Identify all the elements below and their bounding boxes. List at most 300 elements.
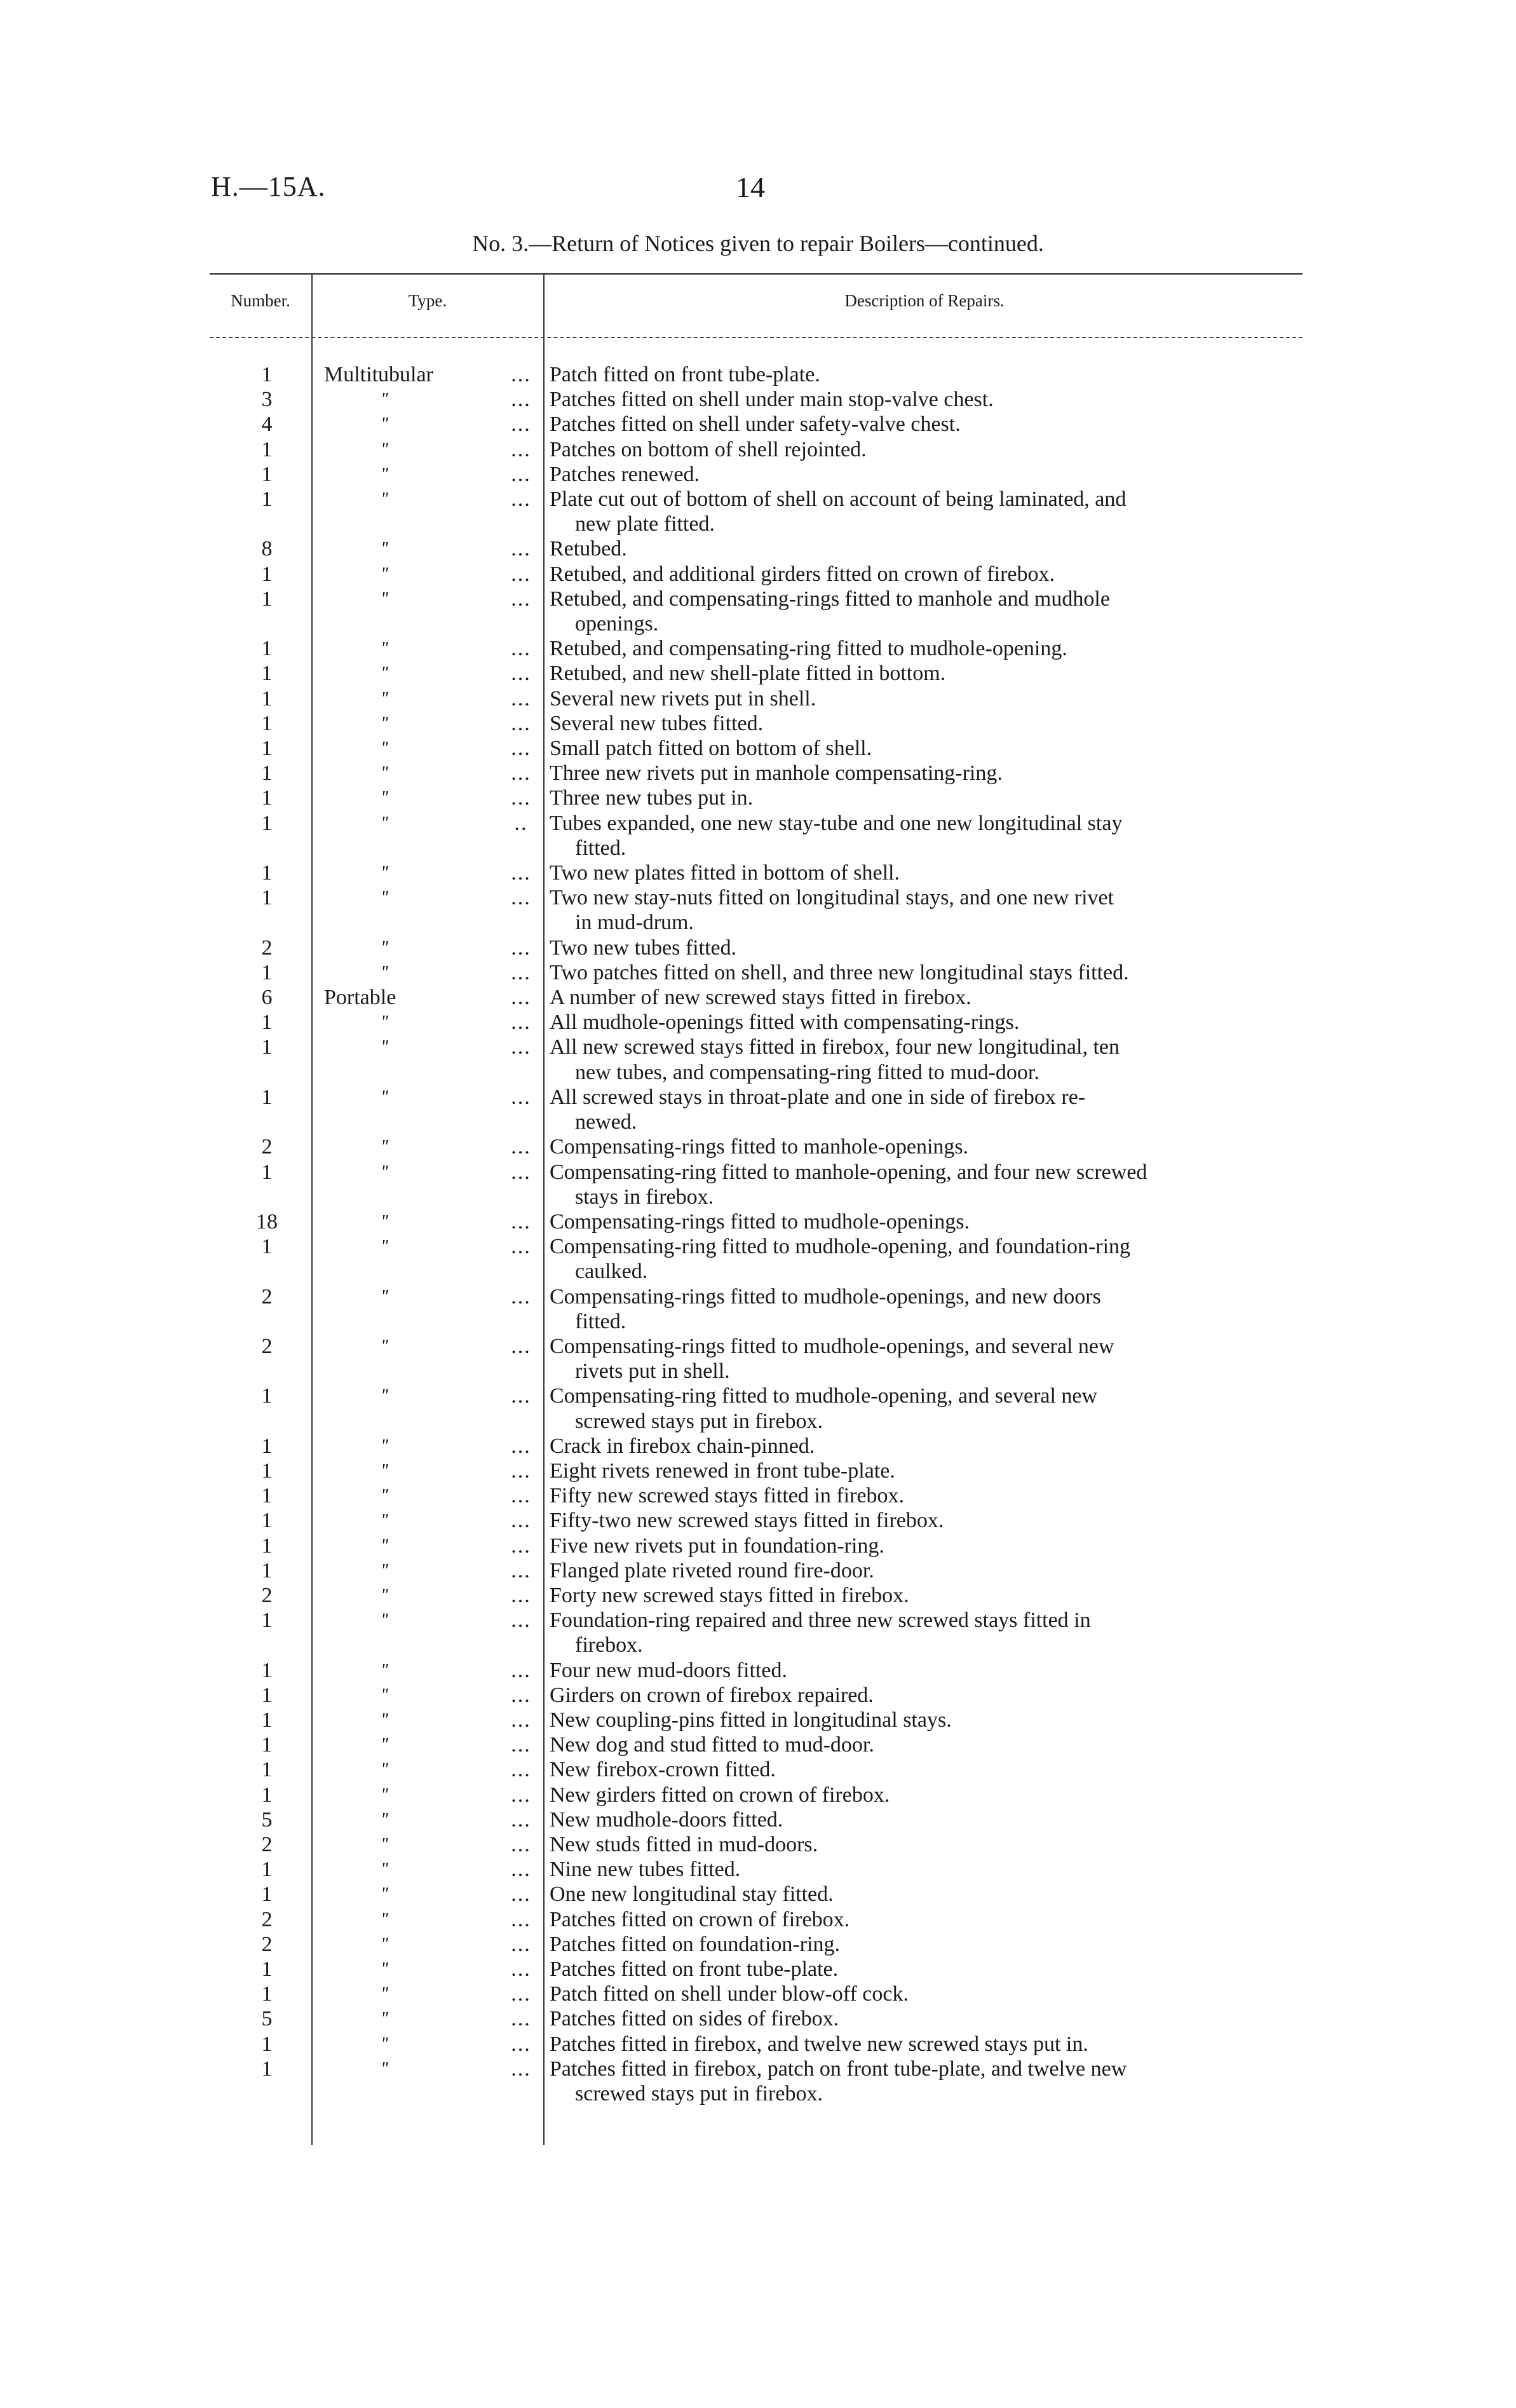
row-number: 1 — [261, 1858, 273, 1882]
row-description — [550, 711, 1303, 736]
row-description-line: Patches fitted on front tube-plate. — [550, 1957, 839, 1981]
table-row — [210, 437, 1303, 462]
row-description-continuation: newed. — [575, 1110, 637, 1134]
row-description-line: Patches fitted on shell under main stop-valve chest. — [550, 388, 994, 412]
row-description — [550, 686, 1303, 711]
table-row — [210, 2006, 1303, 2031]
row-type: " — [381, 2009, 388, 2029]
row-description — [550, 487, 1303, 536]
row-type: " — [381, 1535, 388, 1556]
column-header-number: Number. — [231, 291, 290, 310]
row-description-line: New coupling-pins fitted in longitudinal stays. — [550, 1708, 952, 1732]
row-type: Portable — [324, 986, 396, 1010]
row-number: 1 — [261, 1658, 273, 1682]
row-number: 1 — [261, 1459, 273, 1483]
table-row — [210, 985, 1303, 1010]
table-row — [210, 1907, 1303, 1932]
row-leader-dots: ... — [511, 935, 531, 960]
table-row — [210, 1732, 1303, 1757]
row-description-line: Several new rivets put in shell. — [550, 686, 816, 711]
table-row — [210, 1982, 1303, 2006]
row-leader-dots: ... — [511, 1484, 531, 1508]
row-type: " — [381, 1610, 388, 1631]
row-description-line: Eight rivets renewed in front tube-plate. — [550, 1459, 895, 1483]
row-type: " — [381, 1809, 388, 1830]
row-number: 1 — [261, 1235, 273, 1259]
row-description-continuation: firebox. — [575, 1633, 643, 1657]
row-leader-dots: ... — [511, 1509, 531, 1533]
table-row — [210, 1010, 1303, 1035]
row-type: " — [381, 1834, 388, 1854]
row-description-continuation: screwed stays put in firebox. — [575, 1409, 823, 1433]
row-leader-dots: ... — [511, 1733, 531, 1757]
row-description-line: Patches renewed. — [550, 462, 700, 486]
row-description — [550, 935, 1303, 960]
row-description — [550, 1658, 1303, 1683]
row-type: " — [381, 1710, 388, 1730]
row-description — [550, 1757, 1303, 1782]
row-number: 2 — [261, 1932, 273, 1956]
row-description-line: Patches fitted on sides of firebox. — [550, 2007, 839, 2031]
row-type: " — [381, 1286, 388, 1307]
row-leader-dots: ... — [511, 1384, 531, 1408]
table-row — [210, 562, 1303, 587]
table-row — [210, 1583, 1303, 1608]
row-leader-dots: ... — [511, 1708, 531, 1732]
row-description — [550, 462, 1303, 487]
row-description-line: Patches fitted on crown of firebox. — [550, 1907, 850, 1931]
row-description — [550, 1284, 1303, 1334]
table-row — [210, 661, 1303, 686]
table-title: No. 3.—Return of Notices given to repair Boilers—continued. — [472, 231, 1044, 256]
row-number: 1 — [261, 2032, 273, 2056]
row-type: " — [381, 639, 388, 659]
row-type: " — [381, 863, 388, 883]
row-leader-dots: ... — [511, 1907, 531, 1931]
row-description — [550, 1434, 1303, 1459]
row-description-continuation: openings. — [575, 612, 659, 636]
row-leader-dots: ... — [511, 412, 531, 437]
row-description — [550, 1134, 1303, 1159]
row-description — [550, 811, 1303, 860]
table-row — [210, 1757, 1303, 1782]
row-description — [550, 2057, 1303, 2106]
row-leader-dots: ... — [511, 1434, 531, 1458]
row-leader-dots: ... — [511, 1558, 531, 1582]
row-leader-dots: ... — [511, 761, 531, 786]
row-type: " — [381, 1560, 388, 1581]
row-description-line: Retubed, and additional girders fitted on crown of firebox. — [550, 562, 1055, 586]
row-description-line: Retubed. — [550, 537, 627, 561]
row-type: " — [381, 763, 388, 784]
column-header-description: Description of Repairs. — [844, 291, 1005, 310]
row-leader-dots: ... — [511, 462, 531, 486]
row-number: 1 — [261, 1558, 273, 1582]
row-type: " — [381, 1909, 388, 1929]
row-description — [550, 1459, 1303, 1483]
row-type: " — [381, 539, 388, 559]
table-row — [210, 1384, 1303, 1433]
row-leader-dots: ... — [511, 960, 531, 984]
table-top-rule — [210, 273, 1303, 275]
row-type: " — [381, 1685, 388, 1705]
table-row — [210, 2057, 1303, 2106]
row-number: 1 — [261, 711, 273, 735]
row-description-line: One new longitudinal stay fitted. — [550, 1882, 834, 1907]
row-leader-dots: ... — [511, 1583, 531, 1607]
column-header-type: Type. — [408, 291, 447, 310]
row-description — [550, 387, 1303, 412]
row-type: " — [381, 1585, 388, 1605]
row-type: " — [381, 439, 388, 459]
row-type: " — [381, 1436, 388, 1456]
row-type: " — [381, 788, 388, 808]
row-leader-dots: ... — [511, 437, 531, 461]
row-description-line: Several new tubes fitted. — [550, 711, 764, 735]
row-number: 1 — [261, 487, 273, 512]
row-type: " — [381, 414, 388, 435]
row-description — [550, 1957, 1303, 1982]
table-row — [210, 960, 1303, 985]
row-number: 1 — [261, 1783, 273, 1807]
row-type: Multitubular — [324, 363, 433, 386]
row-type: " — [381, 1037, 388, 1058]
row-description-line: Two new plates fitted in bottom of shell. — [550, 861, 900, 885]
row-description — [550, 1160, 1303, 1209]
table-row — [210, 1683, 1303, 1708]
row-leader-dots: ... — [511, 1932, 531, 1956]
row-description — [550, 362, 1303, 387]
row-number: 1 — [261, 861, 273, 885]
row-description-continuation: caulked. — [575, 1260, 648, 1284]
row-type: " — [381, 564, 388, 584]
row-type: " — [381, 688, 388, 709]
row-type: " — [381, 1785, 388, 1805]
row-description-line: Two patches fitted on shell, and three new longitudinal stays fitted. — [550, 960, 1129, 984]
row-number: 1 — [261, 1708, 273, 1732]
row-description — [550, 2032, 1303, 2057]
row-number: 1 — [261, 1434, 273, 1458]
table-row — [210, 636, 1303, 661]
row-number: 1 — [261, 1733, 273, 1757]
table-row — [210, 1857, 1303, 1882]
table-row — [210, 1334, 1303, 1384]
row-description-continuation: rivets put in shell. — [575, 1359, 730, 1384]
row-description — [550, 1334, 1303, 1384]
row-leader-dots: .. — [514, 811, 528, 835]
table-row — [210, 587, 1303, 636]
page-reference: H.—15A. — [211, 171, 326, 202]
row-description-continuation: in mud-drum. — [575, 911, 694, 935]
row-number: 1 — [261, 2057, 273, 2081]
row-leader-dots: ... — [511, 1858, 531, 1882]
table-row — [210, 536, 1303, 561]
table-row — [210, 711, 1303, 736]
row-description-line: Compensating-ring fitted to mudhole-opening, and several new — [550, 1384, 1098, 1408]
row-description — [550, 636, 1303, 661]
table-row — [210, 1508, 1303, 1533]
row-description — [550, 1732, 1303, 1757]
row-description-line: All mudhole-openings fitted with compensating-rings. — [550, 1010, 1020, 1035]
row-description-line: All screwed stays in throat-plate and one in side of firebox re- — [550, 1085, 1086, 1109]
table-row — [210, 1459, 1303, 1483]
row-leader-dots: ... — [511, 2057, 531, 2081]
row-type: " — [381, 888, 388, 908]
table-row — [210, 1932, 1303, 1957]
row-number: 1 — [261, 1085, 273, 1109]
row-number: 6 — [261, 986, 273, 1010]
row-leader-dots: ... — [511, 1160, 531, 1184]
row-leader-dots: ... — [511, 711, 531, 735]
row-number: 3 — [261, 388, 273, 412]
row-leader-dots: ... — [511, 1609, 531, 1633]
row-type: " — [381, 1735, 388, 1755]
row-number: 1 — [261, 587, 273, 611]
row-type: " — [381, 813, 388, 833]
row-description-continuation: new plate fitted. — [575, 512, 715, 536]
row-number: 1 — [261, 1035, 273, 1059]
row-number: 5 — [261, 1807, 273, 1832]
row-description — [550, 1608, 1303, 1657]
row-number: 18 — [256, 1209, 278, 1234]
row-type: " — [381, 1760, 388, 1780]
row-description-line: Patches fitted in firebox, and twelve new screwed stays put in. — [550, 2032, 1088, 2056]
row-type: " — [381, 2034, 388, 2054]
table-row — [210, 1284, 1303, 1334]
row-leader-dots: ... — [511, 1658, 531, 1682]
row-type: " — [381, 390, 388, 410]
row-leader-dots: ... — [511, 1957, 531, 1981]
row-number: 1 — [261, 1384, 273, 1408]
row-number: 2 — [261, 935, 273, 960]
table-row — [210, 1434, 1303, 1459]
row-description-line: Compensating-rings fitted to mudhole-openings, and several new — [550, 1334, 1114, 1358]
row-description — [550, 1857, 1303, 1882]
table-row — [210, 736, 1303, 761]
row-description — [550, 1708, 1303, 1732]
row-type: " — [381, 1137, 388, 1157]
table-row — [210, 2032, 1303, 2057]
row-description-line: Fifty-two new screwed stays fitted in firebox. — [550, 1509, 944, 1533]
row-number: 2 — [261, 1583, 273, 1607]
row-number: 2 — [261, 1284, 273, 1309]
table-row — [210, 1957, 1303, 1982]
row-description — [550, 1035, 1303, 1084]
row-description — [550, 736, 1303, 761]
row-leader-dots: ... — [511, 662, 531, 686]
row-description-continuation: screwed stays put in firebox. — [575, 2082, 823, 2106]
row-description-line: Fifty new screwed stays fitted in firebox. — [550, 1484, 905, 1508]
table-row — [210, 935, 1303, 960]
table-row — [210, 885, 1303, 935]
row-description-line: Patches fitted on foundation-ring. — [550, 1932, 841, 1956]
row-leader-dots: ... — [511, 1135, 531, 1159]
page-number: 14 — [736, 171, 765, 203]
table-row — [210, 1085, 1303, 1134]
row-type: " — [381, 1934, 388, 1954]
row-description — [550, 960, 1303, 985]
table-row — [210, 761, 1303, 786]
row-type: " — [381, 464, 388, 484]
row-leader-dots: ... — [511, 388, 531, 412]
table-row — [210, 1483, 1303, 1508]
row-type: " — [381, 937, 388, 958]
row-description — [550, 412, 1303, 437]
table-row — [210, 1882, 1303, 1907]
row-description — [550, 661, 1303, 686]
table-row — [210, 387, 1303, 412]
row-description-continuation: fitted. — [575, 836, 626, 860]
row-leader-dots: ... — [511, 1284, 531, 1309]
row-number: 1 — [261, 1484, 273, 1508]
row-description-line: Foundation-ring repaired and three new screwed stays fitted in — [550, 1609, 1091, 1633]
row-description-line: Retubed, and compensating-rings fitted to manhole and mudhole — [550, 587, 1110, 611]
row-description — [550, 2006, 1303, 2031]
row-type: " — [381, 489, 388, 510]
row-description-line: Patches on bottom of shell rejointed. — [550, 437, 867, 461]
row-leader-dots: ... — [511, 1010, 531, 1035]
table-row — [210, 1608, 1303, 1657]
row-leader-dots: ... — [511, 1209, 531, 1234]
table-row — [210, 1708, 1303, 1732]
row-type: " — [381, 1486, 388, 1506]
row-type: " — [381, 2058, 388, 2079]
row-leader-dots: ... — [511, 1534, 531, 1558]
row-description — [550, 761, 1303, 786]
row-number: 2 — [261, 1832, 273, 1856]
row-description-line: Crack in firebox chain-pinned. — [550, 1434, 815, 1458]
row-leader-dots: ... — [511, 686, 531, 711]
row-description — [550, 1483, 1303, 1508]
row-description — [550, 1907, 1303, 1932]
row-description — [550, 1234, 1303, 1284]
row-description — [550, 885, 1303, 935]
table-row — [210, 1558, 1303, 1583]
row-type: " — [381, 1511, 388, 1531]
row-description — [550, 1583, 1303, 1608]
row-type: " — [381, 1386, 388, 1406]
row-number: 1 — [261, 1010, 273, 1035]
row-number: 1 — [261, 686, 273, 711]
row-leader-dots: ... — [511, 2032, 531, 2056]
row-number: 1 — [261, 811, 273, 835]
row-number: 1 — [261, 363, 273, 386]
row-type: " — [381, 713, 388, 733]
row-description — [550, 1982, 1303, 2006]
row-number: 1 — [261, 1758, 273, 1782]
row-number: 1 — [261, 1534, 273, 1558]
row-leader-dots: ... — [511, 587, 531, 611]
row-number: 8 — [261, 537, 273, 561]
row-number: 2 — [261, 1135, 273, 1159]
row-type: " — [381, 1162, 388, 1182]
row-description — [550, 1209, 1303, 1234]
row-description-line: Compensating-ring fitted to mudhole-opening, and foundation-ring — [550, 1235, 1131, 1259]
row-number: 1 — [261, 637, 273, 661]
row-leader-dots: ... — [511, 986, 531, 1010]
row-description-line: New mudhole-doors fitted. — [550, 1807, 783, 1832]
row-leader-dots: ... — [511, 1982, 531, 2006]
row-description-line: Compensating-ring fitted to manhole-opening, and four new screwed — [550, 1160, 1147, 1184]
row-leader-dots: ... — [511, 1758, 531, 1782]
row-description — [550, 1384, 1303, 1433]
table-row — [210, 1783, 1303, 1807]
row-description-line: Five new rivets put in foundation-ring. — [550, 1534, 884, 1558]
table-row — [210, 686, 1303, 711]
row-type: " — [381, 1237, 388, 1257]
row-description-line: Retubed, and new shell-plate fitted in bottom. — [550, 662, 946, 686]
row-description-line: Two new tubes fitted. — [550, 935, 737, 960]
row-number: 1 — [261, 462, 273, 486]
row-description — [550, 860, 1303, 885]
row-description-line: Compensating-rings fitted to mudhole-openings, and new doors — [550, 1284, 1101, 1309]
table-row — [210, 1807, 1303, 1832]
row-number: 1 — [261, 1160, 273, 1184]
row-description-line: Small patch fitted on bottom of shell. — [550, 737, 872, 761]
row-number: 1 — [261, 1882, 273, 1907]
row-leader-dots: ... — [511, 1085, 531, 1109]
table-row — [210, 412, 1303, 437]
row-description-line: A number of new screwed stays fitted in firebox. — [550, 986, 971, 1010]
table-row — [210, 860, 1303, 885]
row-description-line: Girders on crown of firebox repaired. — [550, 1683, 874, 1707]
row-description — [550, 587, 1303, 636]
row-number: 1 — [261, 662, 273, 686]
row-number: 4 — [261, 412, 273, 437]
row-leader-dots: ... — [511, 637, 531, 661]
row-description — [550, 1085, 1303, 1134]
row-leader-dots: ... — [511, 1882, 531, 1907]
row-type: " — [381, 1884, 388, 1905]
row-description-line: Three new rivets put in manhole compensating-ring. — [550, 761, 1003, 786]
row-description-line: Compensating-rings fitted to mudhole-openings. — [550, 1209, 970, 1234]
row-description-line: Flanged plate riveted round fire-door. — [550, 1558, 874, 1582]
row-description-line: Patches fitted on shell under safety-valve chest. — [550, 412, 961, 437]
row-number: 2 — [261, 1334, 273, 1358]
table-row — [210, 462, 1303, 487]
row-description-line: Retubed, and compensating-ring fitted to mudhole-opening. — [550, 637, 1067, 661]
row-number: 1 — [261, 1609, 273, 1633]
row-number: 1 — [261, 1982, 273, 2006]
row-number: 5 — [261, 2007, 273, 2031]
row-leader-dots: ... — [511, 562, 531, 586]
row-type: " — [381, 1211, 388, 1232]
row-description-line: New firebox-crown fitted. — [550, 1758, 776, 1782]
row-leader-dots: ... — [511, 1832, 531, 1856]
row-leader-dots: ... — [511, 487, 531, 512]
row-description-line: Three new tubes put in. — [550, 786, 754, 810]
row-description — [550, 1534, 1303, 1558]
row-description-line: New girders fitted on crown of firebox. — [550, 1783, 890, 1807]
table-row — [210, 1534, 1303, 1558]
header-bottom-rule — [210, 337, 1303, 338]
row-description — [550, 786, 1303, 810]
row-number: 1 — [261, 1509, 273, 1533]
row-description — [550, 985, 1303, 1010]
table-row — [210, 362, 1303, 387]
table-row — [210, 811, 1303, 860]
row-description — [550, 1783, 1303, 1807]
row-type: " — [381, 1012, 388, 1033]
row-description-line: Tubes expanded, one new stay-tube and one new longitudinal stay — [550, 811, 1123, 835]
row-leader-dots: ... — [511, 1683, 531, 1707]
table-row — [210, 1832, 1303, 1857]
row-number: 1 — [261, 960, 273, 984]
row-type: " — [381, 663, 388, 684]
row-description — [550, 1882, 1303, 1907]
table-row — [210, 1035, 1303, 1084]
row-type: " — [381, 1660, 388, 1680]
